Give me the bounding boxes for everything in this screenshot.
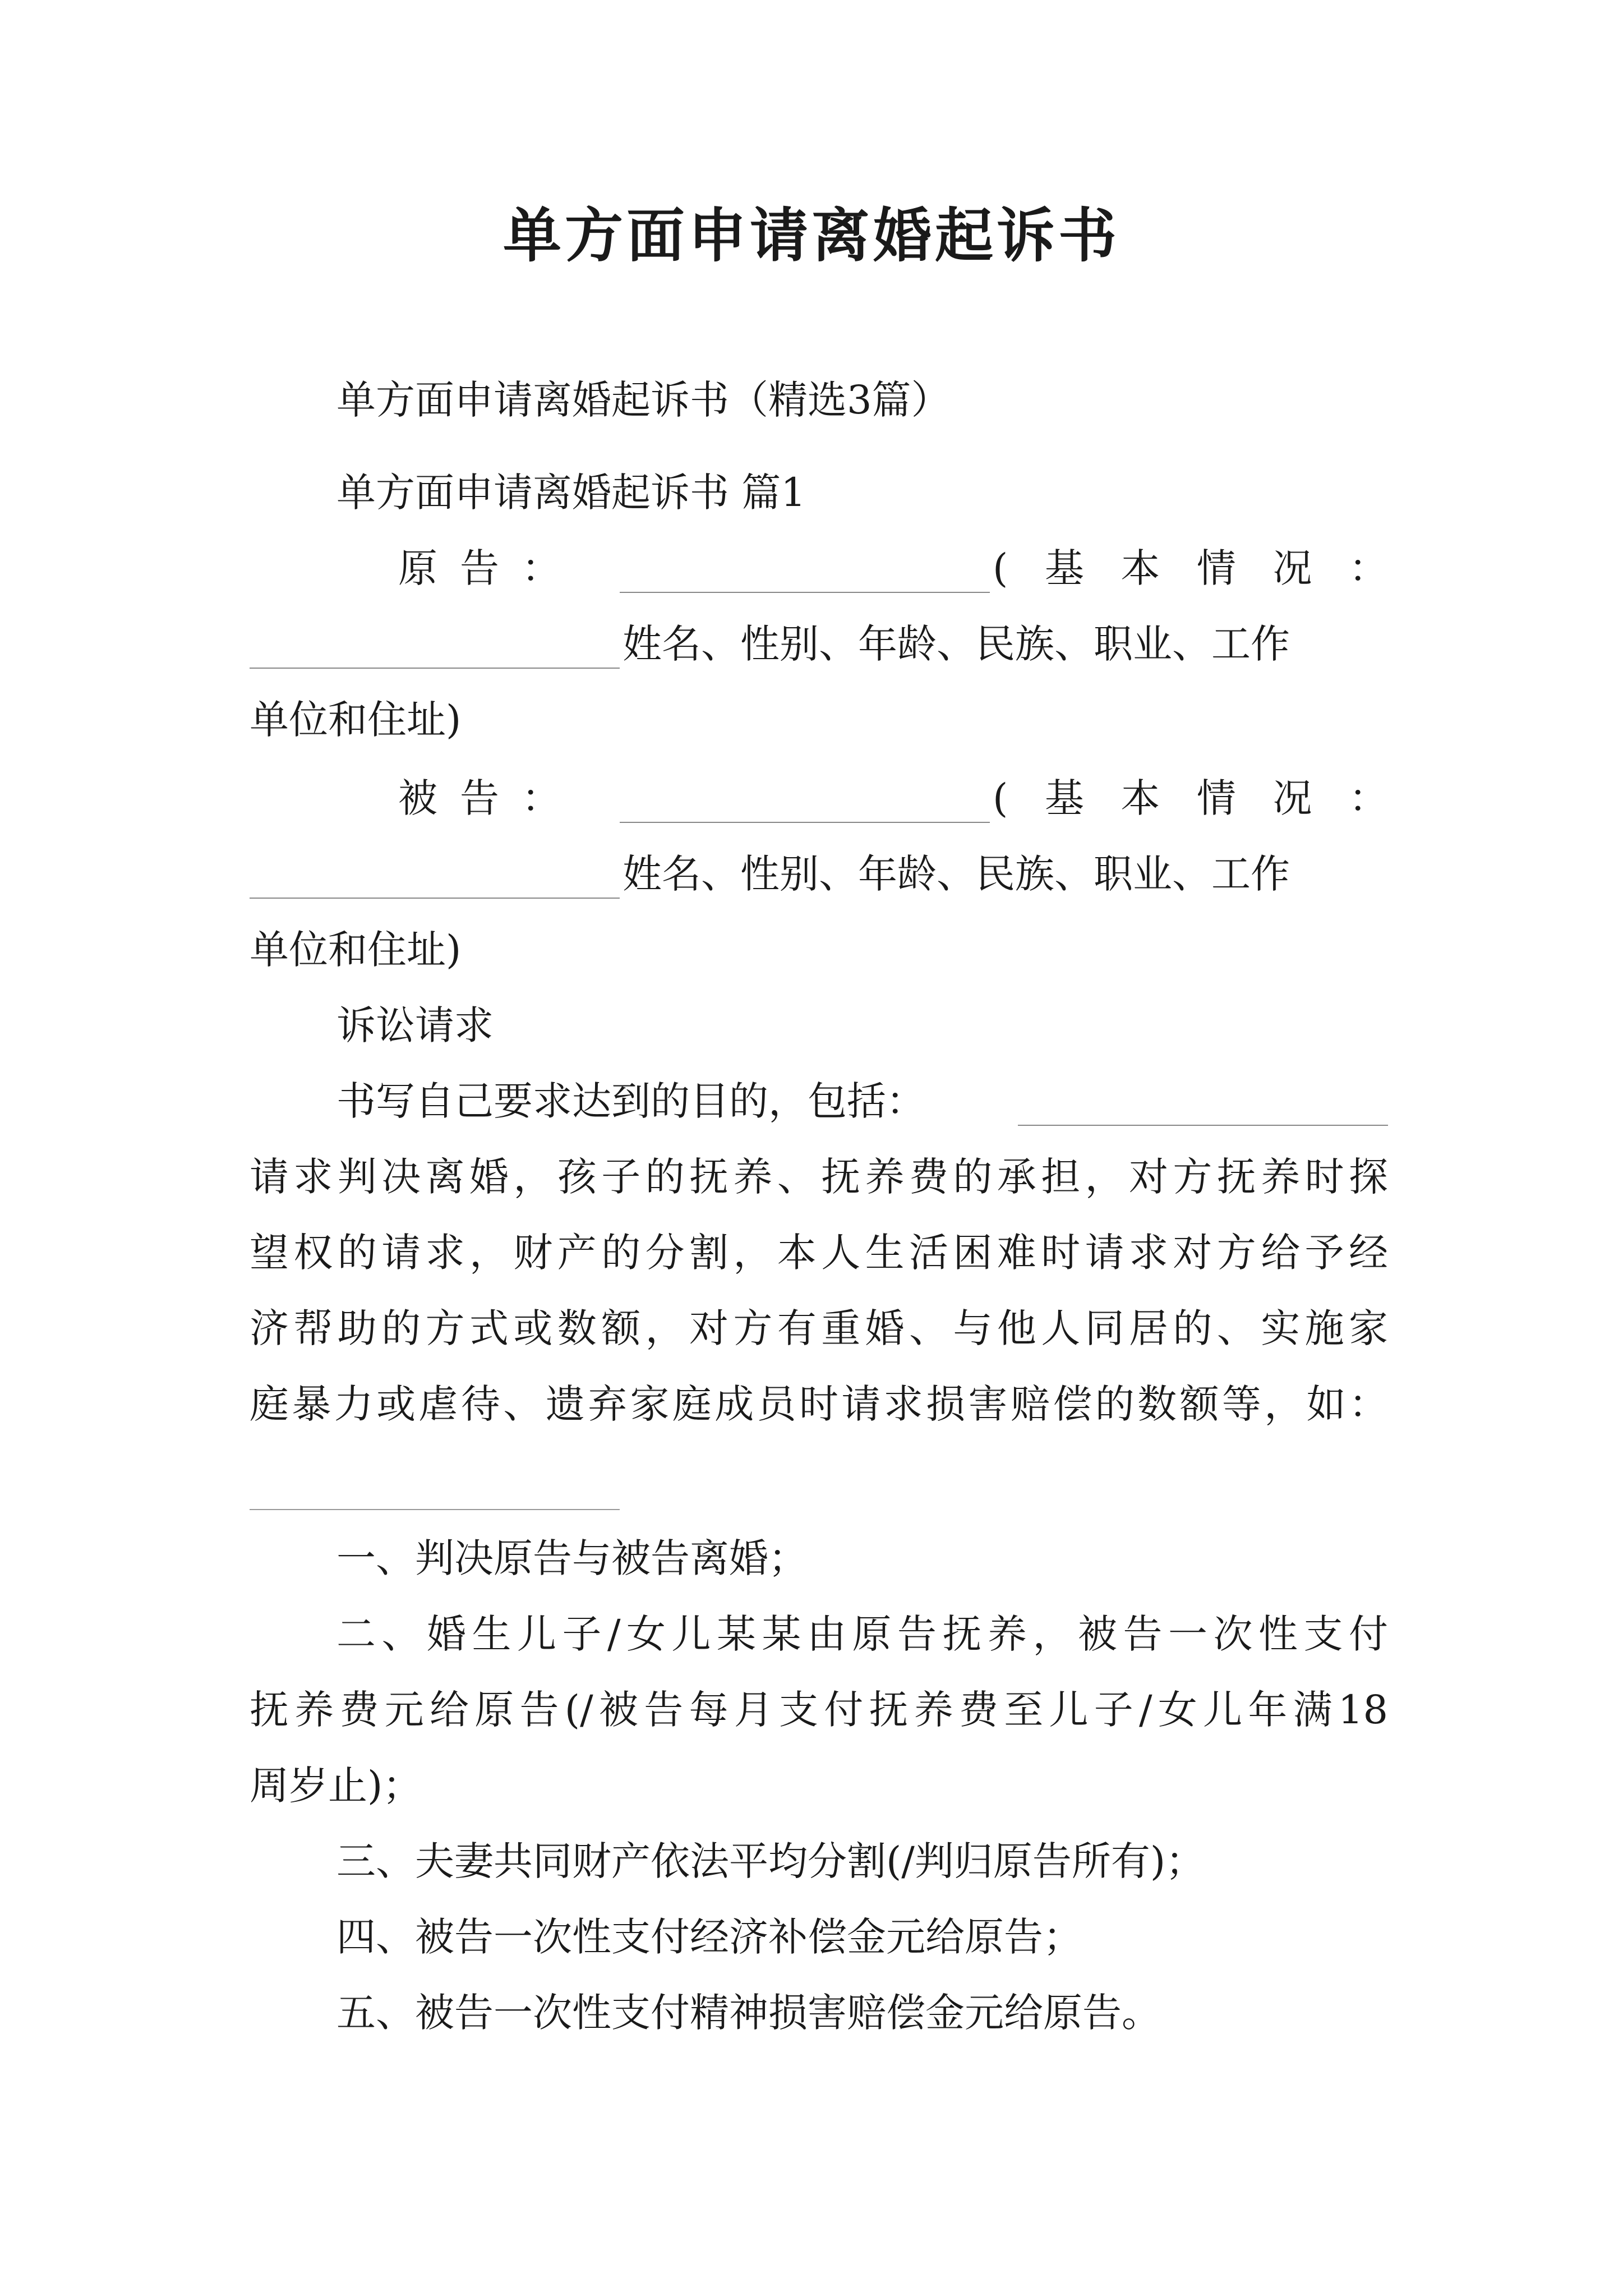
claim-item-2-line: 二、婚生儿子/女儿某某由原告抚养，被告一次性支付	[336, 1611, 1388, 1657]
claims-body-line: 庭暴力或虐待、遗弃家庭成员时请求损害赔偿的数额等，如：	[250, 1381, 1388, 1427]
plaintiff-info-blank[interactable]	[250, 668, 620, 669]
claims-intro-blank[interactable]	[1018, 1125, 1388, 1126]
defendant-info-detail: 姓名、性别、年龄、民族、职业、工作	[623, 851, 1290, 897]
plaintiff-label: 原 告 ：	[398, 545, 561, 591]
claim-item-1: 一、判决原告与被告离婚；	[336, 1535, 808, 1581]
plaintiff-basic-info-label: ( 基 本 情 况 ：	[993, 545, 1388, 591]
plaintiff-info-detail: 姓名、性别、年龄、民族、职业、工作	[623, 621, 1290, 667]
claims-body-line: 望权的请求，财产的分割，本人生活困难时请求对方给予经	[250, 1230, 1388, 1276]
plaintiff-name-blank[interactable]	[620, 592, 990, 593]
claims-intro: 书写自己要求达到的目的，包括：	[336, 1078, 925, 1124]
claims-body-line: 济帮助的方式或数额，对方有重婚、与他人同居的、实施家	[250, 1305, 1388, 1351]
claim-item-4: 四、被告一次性支付经济补偿金元给原告；	[336, 1914, 1082, 1960]
claim-item-5: 五、被告一次性支付精神损害赔偿金元给原告。	[336, 1990, 1161, 2036]
defendant-label: 被 告 ：	[398, 775, 561, 821]
document-subtitle: 单方面申请离婚起诉书（精选3篇）	[336, 377, 951, 423]
section-heading: 单方面申请离婚起诉书 篇1	[336, 470, 806, 516]
defendant-name-blank[interactable]	[620, 822, 990, 823]
claim-item-3: 三、夫妻共同财产依法平均分割(/判归原告所有)；	[336, 1838, 1205, 1884]
defendant-info-tail: 单位和住址)	[250, 927, 462, 973]
defendant-basic-info-label: ( 基 本 情 况 ：	[993, 775, 1388, 821]
plaintiff-info-tail: 单位和住址)	[250, 697, 462, 743]
claims-body-line: 请求判决离婚，孩子的抚养、抚养费的承担，对方抚养时探	[250, 1154, 1388, 1200]
defendant-info-blank[interactable]	[250, 898, 620, 899]
claim-item-2-line: 周岁止)；	[250, 1763, 422, 1809]
document-title: 单方面申请离婚起诉书	[502, 201, 1120, 270]
claims-heading: 诉讼请求	[336, 1002, 494, 1048]
claims-example-blank[interactable]	[250, 1509, 620, 1510]
claim-item-2-line: 抚养费元给原告(/被告每月支付抚养费至儿子/女儿年满18	[250, 1687, 1388, 1733]
